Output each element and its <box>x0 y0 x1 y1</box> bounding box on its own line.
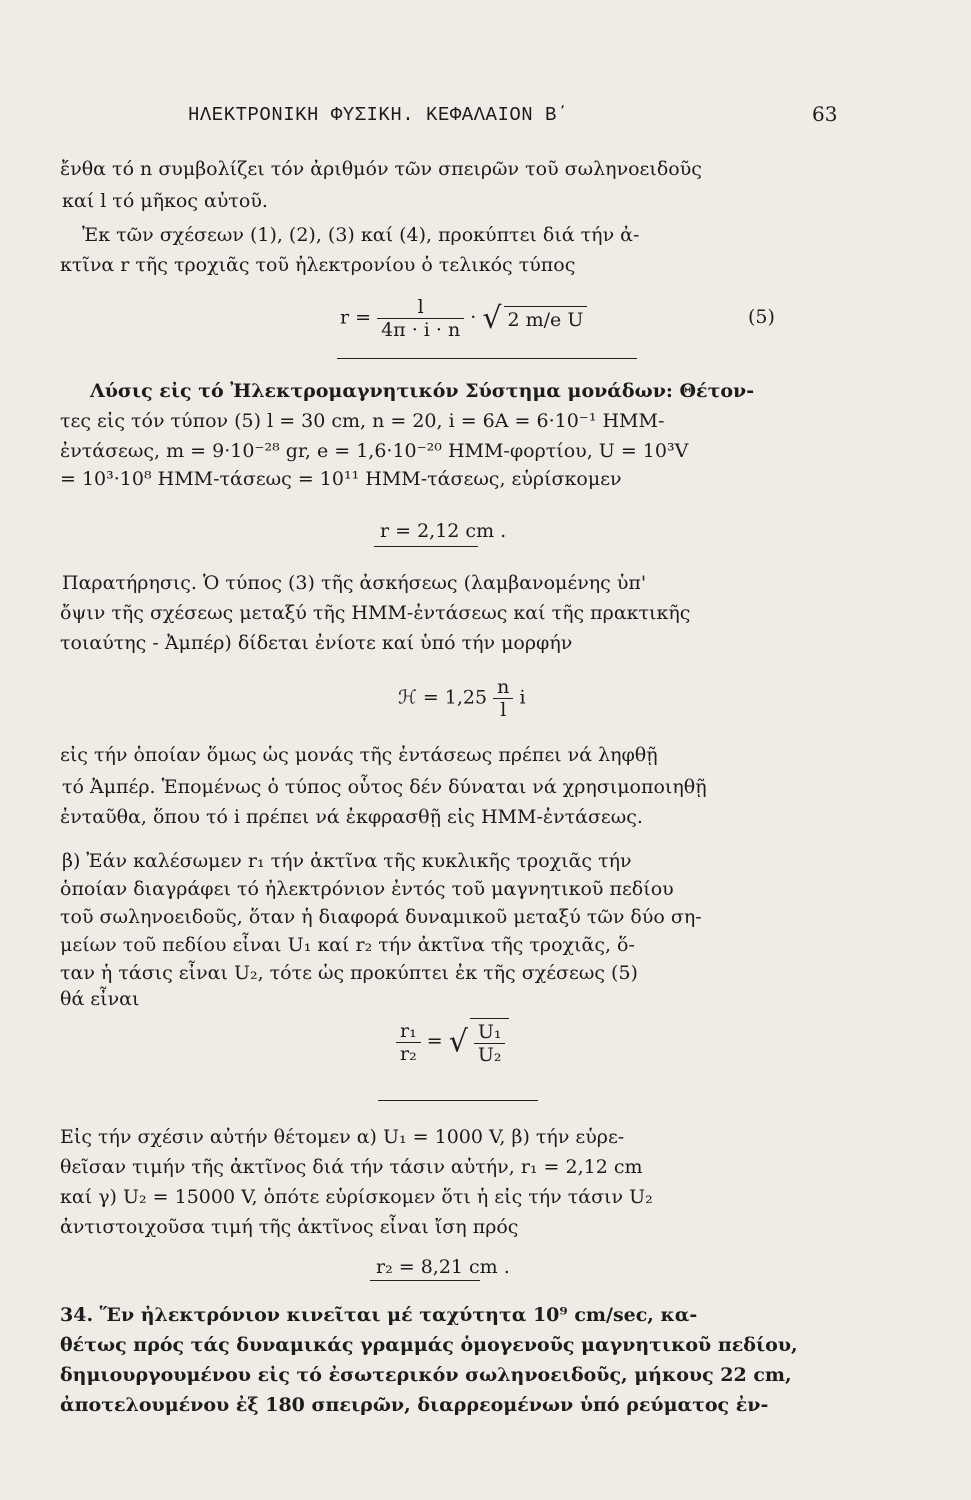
text-line: μείων τοῦ πεδίου εἶναι U₁ καί r₂ τήν ἀκτῖνα τῆς τροχιᾶς, ὅ- <box>60 934 635 956</box>
text-line: ἀντιστοιχοῦσα τιμή τῆς ἀκτῖνος εἶναι ἴση πρός <box>60 1216 519 1238</box>
text-line: ὄψιν τῆς σχέσεως μεταξύ τῆς ΗΜΜ-ἐντάσεως καί τῆς πρακτικῆς <box>60 602 691 624</box>
exercise-line: δημιουργουμένου εἰς τό ἐσωτερικόν σωληνοειδοῦς, μήκους 22 cm, <box>60 1364 792 1386</box>
equation-tag: (5) <box>748 306 775 328</box>
text-line: τοῦ σωληνοειδοῦς, ὅταν ἡ διαφορά δυναμικοῦ μεταξύ τῶν δύο ση- <box>60 906 702 928</box>
text-line: καί γ) U₂ = 15000 V, ὁπότε εὑρίσκομεν ὅτι ἡ εἰς τήν τάσιν U₂ <box>60 1186 653 1208</box>
formula-underline <box>378 1100 538 1101</box>
text-line: θά εἶναι <box>60 988 140 1010</box>
text-line: Εἰς τήν σχέσιν αὐτήν θέτομεν α) U₁ = 1000 V, β) τήν εὑρε- <box>60 1126 625 1148</box>
formula-underline <box>370 1280 480 1281</box>
formula-underline <box>337 358 637 359</box>
formula-result-r: r = 2,12 cm . <box>380 520 507 542</box>
text-line: ἐνταῦθα, ὅπου τό i πρέπει νά ἐκφρασθῇ εἰς ΗΜΜ-ἐντάσεως. <box>60 806 643 828</box>
text-line: κτῖνα r τῆς τροχιᾶς τοῦ ἠλεκτρονίου ὁ τελικός τύπος <box>60 254 576 276</box>
text-line: καί l τό μῆκος αὐτοῦ. <box>62 190 268 212</box>
text-line: θεῖσαν τιμήν τῆς ἀκτῖνος διά τήν τάσιν αὐτήν, r₁ = 2,12 cm <box>60 1156 643 1178</box>
text-line: = 10³·10⁸ ΗΜΜ-τάσεως = 10¹¹ ΗΜΜ-τάσεως, εὑρίσκομεν <box>60 468 622 490</box>
text-line: Παρατήρησις. Ὁ τύπος (3) τῆς ἀσκήσεως (λαμβανομένης ὑπ' <box>62 572 647 594</box>
text-line: τοιαύτης - Ἀμπέρ) δίδεται ἐνίοτε καί ὑπό τήν μορφήν <box>60 632 573 654</box>
formula-radius: r = $\frac{l}{4\pi \cdot i \cdot n}$ · √ 2 m/e U <box>340 296 587 341</box>
exercise-line: ἀποτελουμένου ἐξ 180 σπειρῶν, διαρρεομένων ὑπό ρεύματος ἐν- <box>60 1394 769 1416</box>
page-number: 63 <box>812 102 838 126</box>
text-line: ἔνθα τό n συμβολίζει τόν ἀριθμόν τῶν σπειρῶν τοῦ σωληνοειδοῦς <box>60 158 702 180</box>
exercise-line: θέτως πρός τάς δυναμικάς γραμμάς ὁμογενοῦς μαγνητικοῦ πεδίου, <box>60 1334 798 1356</box>
text-line: ὁποίαν διαγράφει τό ἠλεκτρόνιον ἐντός τοῦ μαγνητικοῦ πεδίου <box>60 878 674 900</box>
formula-ratio: $\frac{\text{r₁}}{\text{r₂}}$ = √ $\frac{\text{U₁}}{\text{U₂}}$ <box>396 1018 509 1066</box>
formula-intensity: ℋ = 1,25 $\frac{n}{l}$ i <box>398 676 526 721</box>
running-header: ΗΛΕΚΤΡΟΝΙΚΗ ΦΥΣΙΚΗ. ΚΕΦΑΛΑΙΟΝ Β΄ <box>188 104 569 126</box>
text-line: Ἐκ τῶν σχέσεων (1), (2), (3) καί (4), προκύπτει διά τήν ἀ- <box>82 224 640 246</box>
formula-underline <box>374 546 478 547</box>
text-line: β) Ἐάν καλέσωμεν r₁ τήν ἀκτῖνα τῆς κυκλικῆς τροχιᾶς τήν <box>62 850 632 872</box>
text-line: ἐντάσεως, m = 9·10⁻²⁸ gr, e = 1,6·10⁻²⁰ ΗΜΜ-φορτίου, U = 10³V <box>60 440 689 462</box>
text-line: τες εἰς τόν τύπον (5) l = 30 cm, n = 20, i = 6A = 6·10⁻¹ ΗΜΜ- <box>60 410 665 432</box>
formula-result-r2: r₂ = 8,21 cm . <box>376 1256 510 1278</box>
text-line: ταν ἡ τάσις εἶναι U₂, τότε ὡς προκύπτει ἐκ τῆς σχέσεως (5) <box>60 962 638 984</box>
text-line: τό Ἀμπέρ. Ἑπομένως ὁ τύπος οὗτος δέν δύναται νά χρησιμοποιηθῇ <box>62 776 707 798</box>
text-line: εἰς τήν ὁποίαν ὅμως ὡς μονάς τῆς ἐντάσεως πρέπει νά ληφθῇ <box>60 744 658 766</box>
exercise-line: 34. Ἕν ἠλεκτρόνιον κινεῖται μέ ταχύτητα 10⁹ cm/sec, κα- <box>60 1304 698 1326</box>
text-line: Λύσις εἰς τό Ἠλεκτρομαγνητικόν Σύστημα μονάδων: Θέτον- <box>90 380 755 402</box>
